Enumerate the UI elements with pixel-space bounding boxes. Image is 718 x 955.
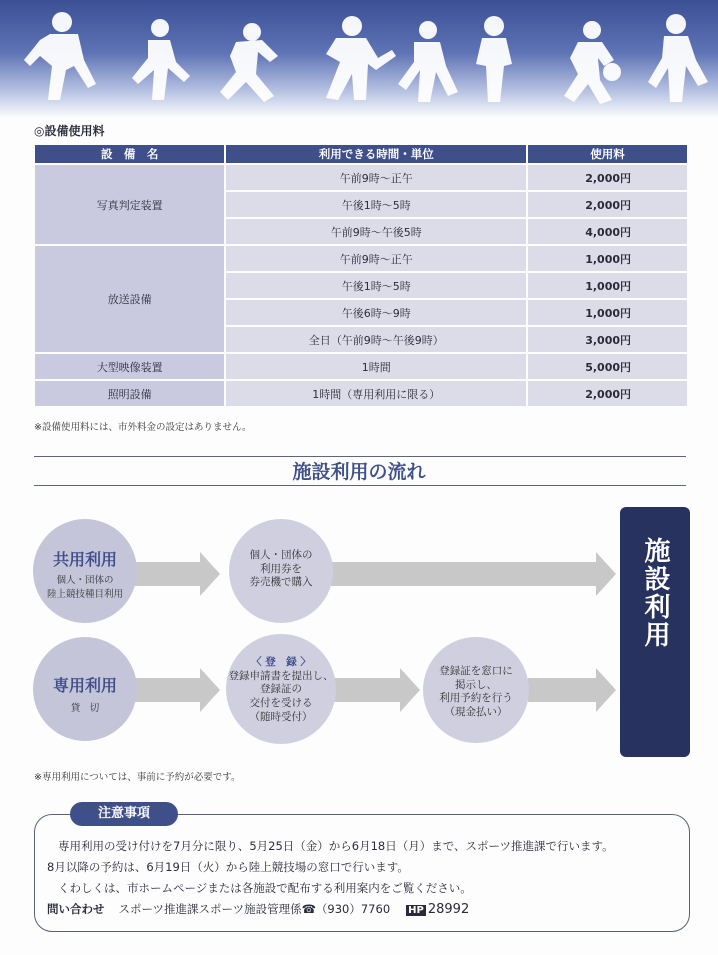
- time-cell: 午後1時～5時: [226, 273, 526, 298]
- time-cell: 午前9時～正午: [226, 165, 526, 190]
- reserve-line4: （現金払い）: [444, 705, 508, 718]
- price-cell: 1,000円: [528, 273, 687, 298]
- reserve-circle: [423, 637, 529, 743]
- price-cell: 2,000円: [528, 192, 687, 217]
- flow-arrowhead-icon: [400, 668, 420, 712]
- caution-line-3: くわしくは、市ホームページまたは各施設で配布する利用案内をご覧ください。: [58, 881, 472, 895]
- register-line1: 登録申請書を提出し、: [228, 669, 334, 682]
- contact-label: 問い合わせ: [47, 902, 105, 916]
- equipment-fee-note: ※設備使用料には、市外料金の設定はありません。: [34, 422, 252, 433]
- table-row: [35, 246, 687, 271]
- contact-line: [47, 901, 469, 917]
- shared-use-title: 共用利用: [52, 550, 117, 569]
- facility-use-label: 施設利用: [640, 537, 670, 649]
- register-title: 〈 登 録 〉: [251, 656, 311, 668]
- time-cell: 1時間: [226, 354, 526, 379]
- flow-title-rule-bottom: [34, 485, 686, 486]
- register-line2: 登録証の: [260, 683, 302, 696]
- time-cell: 午後1時～5時: [226, 192, 526, 217]
- contact-text: スポーツ推進課スポーツ施設管理係☎（930）7760: [118, 902, 391, 916]
- time-cell: 午前9時～正午: [226, 246, 526, 271]
- reserve-line3: 利用予約を行う: [439, 692, 513, 705]
- exclusive-use-sub: 貸 切: [70, 703, 100, 714]
- price-cell: 1,000円: [528, 300, 687, 325]
- table-header-row: [35, 145, 687, 163]
- shared-step-line1: 個人・団体の: [249, 549, 313, 561]
- header-fee: 使用料: [528, 145, 687, 163]
- shared-use-circle: [33, 519, 137, 623]
- shared-use-sub2: 陸上競技種目利用: [46, 589, 123, 600]
- exclusive-use-circle: [33, 637, 137, 741]
- reserve-line1: 登録証を窓口に: [439, 665, 513, 677]
- flow-arrow-exclusive-3: [528, 678, 598, 702]
- price-cell: 3,000円: [528, 327, 687, 352]
- equipment-fee-title: ◎設備使用料: [34, 124, 105, 138]
- header-equipment: 設 備 名: [35, 145, 224, 163]
- reserve-line2: 掲示し、: [455, 678, 497, 691]
- price-cell: 5,000円: [528, 354, 687, 379]
- caution-line-2: 8月以降の予約は、6月19日（火）から陸上競技場の窓口で行います。: [47, 860, 409, 874]
- flow-arrowhead-icon: [200, 668, 220, 712]
- time-cell: 午後6時～9時: [226, 300, 526, 325]
- price-cell: 4,000円: [528, 219, 687, 244]
- time-cell: 全日（午前9時～午後9時）: [226, 327, 526, 352]
- exclusive-use-title: 専用利用: [52, 676, 117, 695]
- equipment-lighting: 照明設備: [35, 381, 224, 406]
- table-row: [35, 165, 687, 190]
- homepage-number: 28992: [427, 902, 470, 917]
- time-cell: 午前9時～午後5時: [226, 219, 526, 244]
- equipment-broadcast: 放送設備: [35, 246, 224, 352]
- shared-step-line3: 券売機で購入: [249, 576, 313, 589]
- flow-arrowhead-icon: [200, 552, 220, 596]
- price-cell: 1,000円: [528, 246, 687, 271]
- homepage-badge: HP: [408, 905, 424, 916]
- flow-arrow-shared-1: [130, 562, 202, 586]
- caution-line-1: 専用利用の受け付けを7月分に限り、5月25日（金）から6月18日（月）まで、スポーツ推進課で行います。: [58, 839, 614, 853]
- flow-arrow-shared-2: [330, 562, 598, 586]
- flow-arrowhead-icon: [596, 552, 616, 596]
- equipment-large-screen: 大型映像装置: [35, 354, 224, 379]
- caution-title: 注意事項: [70, 802, 178, 826]
- header-time: 利用できる時間・単位: [226, 145, 526, 163]
- table-row: [35, 381, 687, 406]
- exclusive-use-note: ※専用利用については、事前に予約が必要です。: [34, 772, 241, 783]
- table-row: [35, 354, 687, 379]
- shared-step-line2: 利用券を: [260, 562, 302, 575]
- facility-use-box: [620, 507, 690, 757]
- flow-title: 施設利用の流れ: [292, 461, 426, 483]
- flow-arrowhead-icon: [596, 668, 616, 712]
- price-cell: 2,000円: [528, 381, 687, 406]
- athlete-silhouettes-icon: [0, 0, 718, 118]
- flow-arrow-exclusive-1: [130, 678, 202, 702]
- register-line3: 交付を受ける: [249, 696, 313, 709]
- sports-banner: [0, 0, 718, 118]
- register-circle: [226, 634, 336, 744]
- flow-arrow-exclusive-2: [332, 678, 402, 702]
- price-cell: 2,000円: [528, 165, 687, 190]
- time-cell: 1時間（専用利用に限る）: [226, 381, 526, 406]
- equipment-fee-table: [33, 143, 689, 408]
- shared-ticket-circle: [229, 519, 333, 623]
- register-line4: （随時受付）: [249, 710, 313, 723]
- equipment-photo-finish: 写真判定装置: [35, 165, 224, 244]
- shared-use-sub1: 個人・団体の: [56, 575, 114, 586]
